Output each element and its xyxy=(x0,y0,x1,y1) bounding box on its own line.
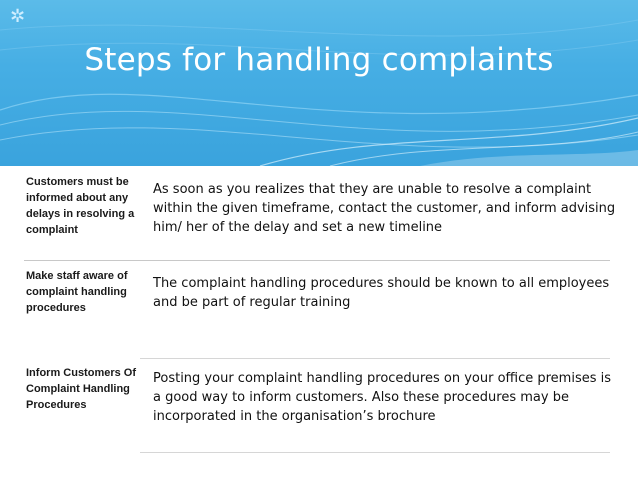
row-1-text: As soon as you realizes that they are unable to resolve a complaint within the given timeframe, contact the customer, and inform advising him/ her of the delay and set a new timeline xyxy=(153,182,616,235)
row-3-text: Posting your complaint handling procedures on your office premises is a good way to inform customers. Also these procedures may be incorporated in the organisation’s brochure xyxy=(153,371,612,424)
row-3-label: Inform Customers Of Complaint Handling Procedures xyxy=(26,367,137,411)
row-1-divider xyxy=(24,260,610,261)
row-2-text: The complaint handling procedures should be known to all employees and be part of regular training xyxy=(153,276,610,310)
wave-decoration xyxy=(0,0,638,166)
asterisk-star-icon: ✲ xyxy=(10,6,26,27)
row-3-divider xyxy=(140,452,610,453)
title-banner xyxy=(0,0,638,166)
row-1-label: Customers must be informed about any delays in resolving a complaint xyxy=(26,176,135,236)
row-2-divider xyxy=(140,358,610,359)
row-2-label: Make staff aware of complaint handling procedures xyxy=(26,270,128,314)
page-title: Steps for handling complaints xyxy=(84,42,554,78)
